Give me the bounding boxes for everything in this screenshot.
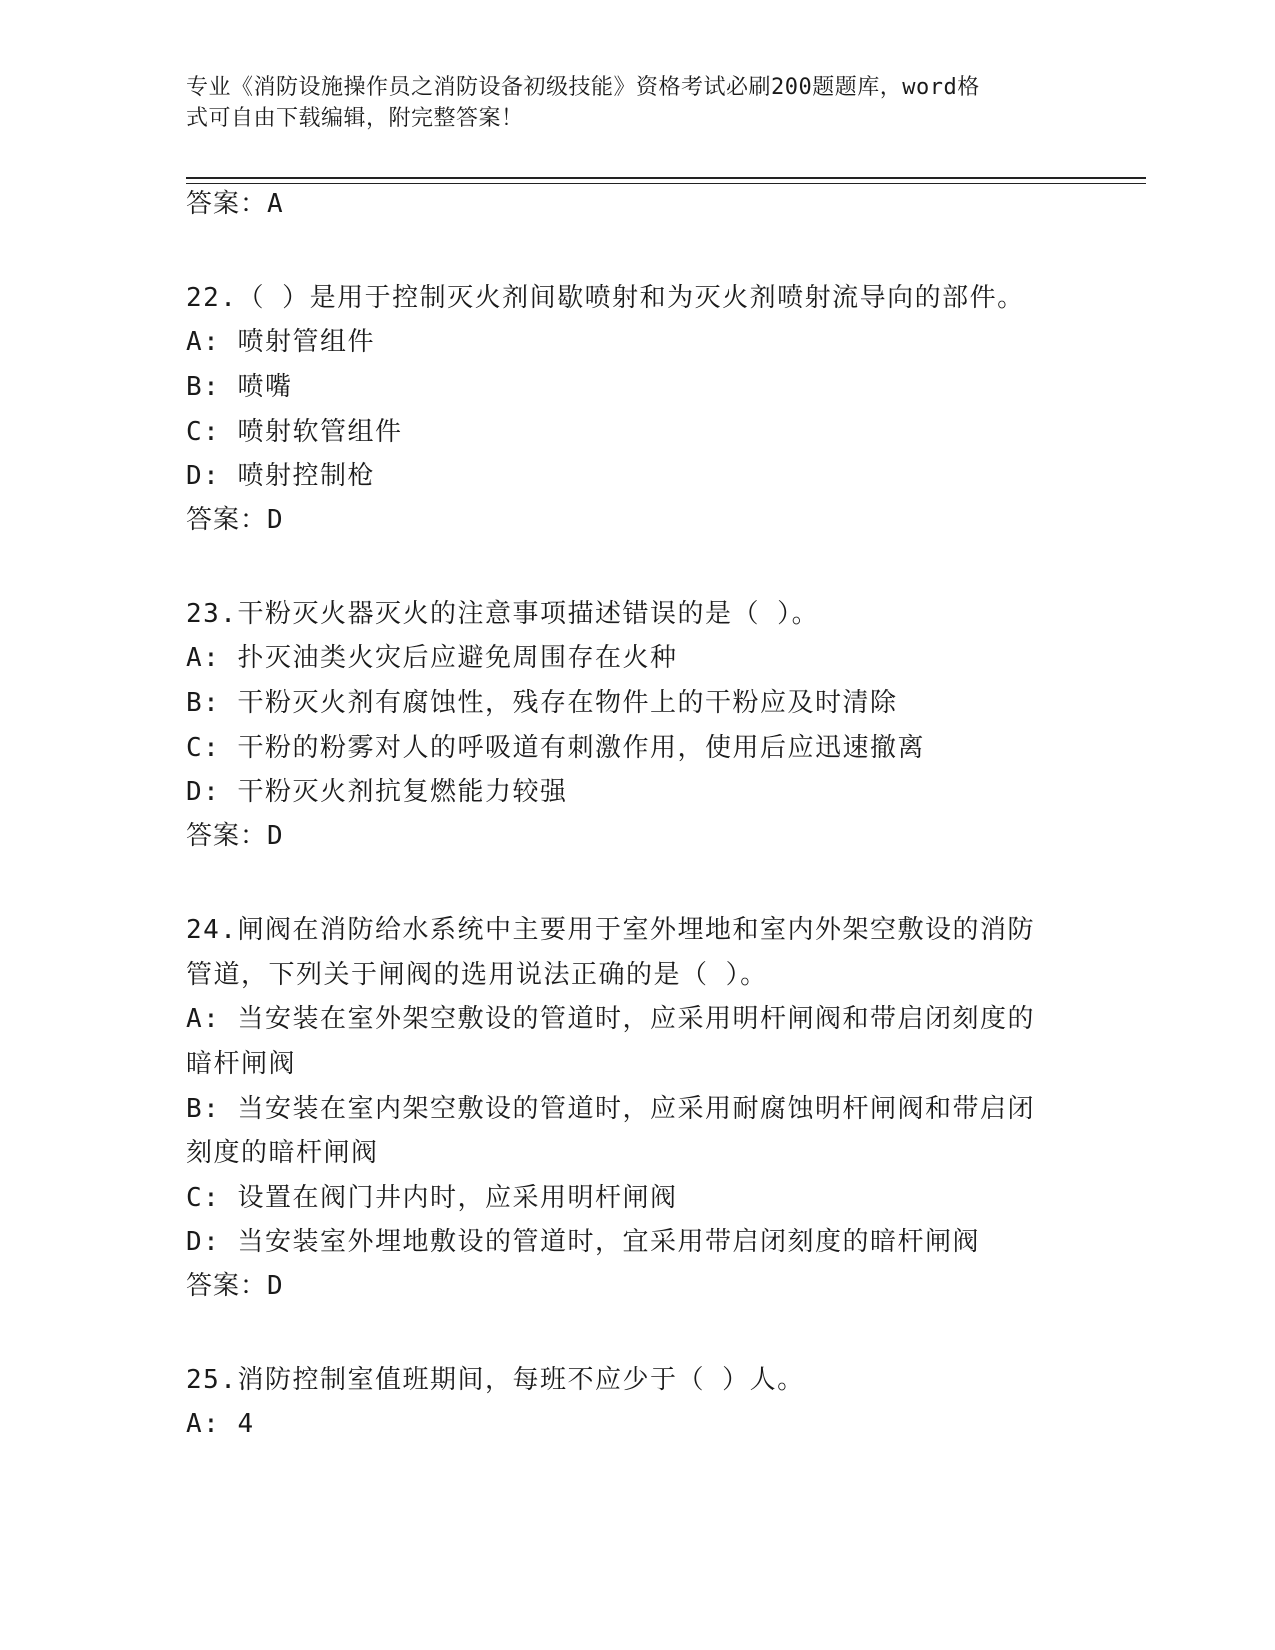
question-23-stem: 23.干粉灭火器灭火的注意事项描述错误的是（ ）。: [186, 599, 820, 629]
answer-label: 答案：: [186, 189, 268, 219]
header-rule-thin: [186, 183, 1146, 184]
question-22-option-b: B: 喷嘴: [186, 372, 293, 402]
answer-value: D: [267, 1271, 284, 1301]
question-22-option-a: A: 喷射管组件: [186, 327, 375, 357]
question-23-option-d: D: 干粉灭火剂抗复燃能力较强: [186, 777, 568, 807]
header-rule-thick: [186, 177, 1146, 179]
document-header: [186, 72, 1066, 134]
header-title-line-1: 专业《消防设施操作员之消防设备初级技能》资格考试必刷200题题库，word格: [186, 75, 980, 100]
answer-label: 答案：: [186, 505, 268, 535]
question-24-option-b-line-2: 刻度的暗杆闸阀: [186, 1138, 379, 1168]
answer-21: [186, 188, 284, 220]
header-title-line-2: 式可自由下载编辑，附完整答案！: [186, 106, 524, 131]
question-24-option-c: C: 设置在阀门井内时，应采用明杆闸阀: [186, 1183, 678, 1213]
question-24-option-b-line-1: B: 当安装在室内架空敷设的管道时，应采用耐腐蚀明杆闸阀和带启闭: [186, 1094, 1035, 1124]
question-22-option-d: D: 喷射控制枪: [186, 461, 375, 491]
question-24-option-a-line-1: A: 当安装在室外架空敷设的管道时，应采用明杆闸阀和带启闭刻度的: [186, 1004, 1035, 1034]
answer-24: [186, 1270, 284, 1302]
answer-label: 答案：: [186, 821, 268, 851]
question-24-option-d: D: 当安装室外埋地敷设的管道时，宜采用带启闭刻度的暗杆闸阀: [186, 1227, 980, 1257]
question-25-option-a: A: 4: [186, 1409, 255, 1439]
question-23-option-a: A: 扑灭油类火灾后应避免周围存在火种: [186, 643, 678, 673]
question-22-stem: 22.（ ）是用于控制灭火剂间歇喷射和为灭火剂喷射流导向的部件。: [186, 283, 1025, 313]
question-23-option-b: B: 干粉灭火剂有腐蚀性，残存在物件上的干粉应及时清除: [186, 688, 898, 718]
question-22-option-c: C: 喷射软管组件: [186, 417, 403, 447]
question-24-stem-line-1: 24.闸阀在消防给水系统中主要用于室外埋地和室内外架空敷设的消防: [186, 915, 1035, 945]
question-25-stem: 25.消防控制室值班期间，每班不应少于（ ）人。: [186, 1365, 805, 1395]
question-24-option-a-line-2: 暗杆闸阀: [186, 1049, 297, 1079]
answer-value: A: [267, 189, 284, 219]
answer-value: D: [267, 821, 284, 851]
answer-label: 答案：: [186, 1271, 268, 1301]
answer-23: [186, 820, 284, 852]
answer-value: D: [267, 505, 284, 535]
question-24-stem-line-2: 管道，下列关于闸阀的选用说法正确的是（ ）。: [186, 960, 768, 990]
answer-22: [186, 504, 284, 536]
question-23-option-c: C: 干粉的粉雾对人的呼吸道有刺激作用，使用后应迅速撤离: [186, 733, 925, 763]
